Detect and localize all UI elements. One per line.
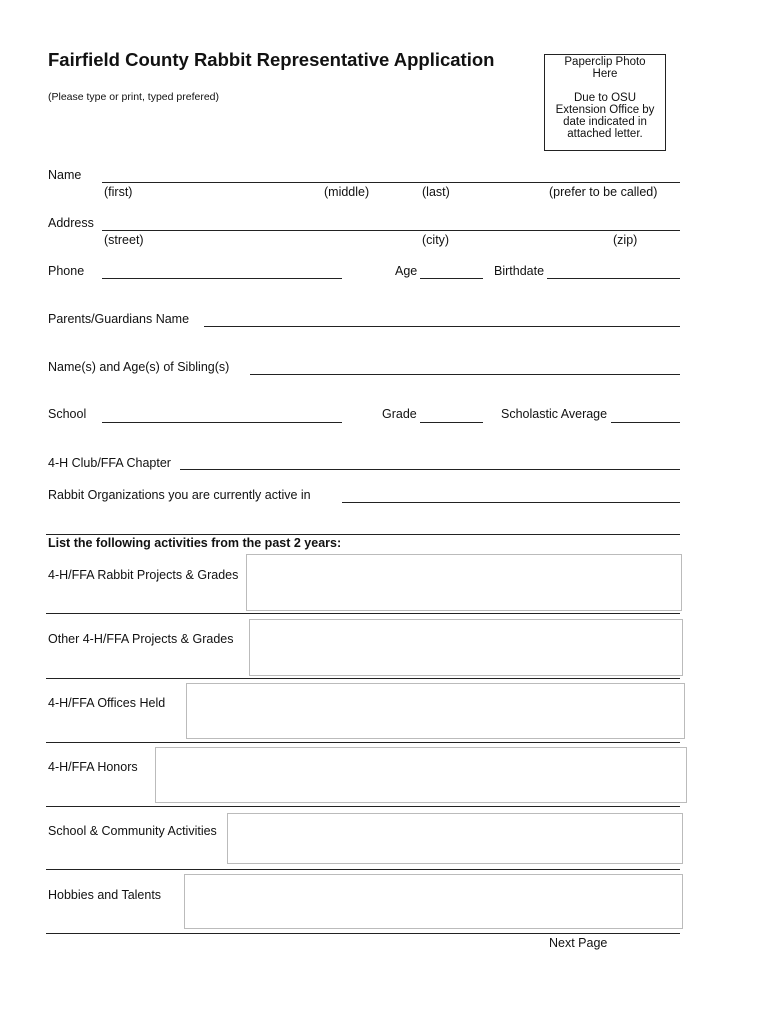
club-label: 4-H Club/FFA Chapter <box>48 456 171 470</box>
birthdate-field[interactable] <box>547 278 680 279</box>
section-divider <box>46 933 680 934</box>
club-field[interactable] <box>180 469 680 470</box>
address-city-caption: (city) <box>422 233 450 247</box>
address-label: Address <box>48 216 94 230</box>
address-field[interactable] <box>102 230 680 231</box>
activities-heading: List the following activities from the past 2 years: <box>48 536 342 550</box>
other-projects-label: Other 4-H/FFA Projects & Grades <box>48 632 234 646</box>
photo-box-line: date indicated in <box>563 116 647 128</box>
rabbit-orgs-field[interactable] <box>342 502 680 503</box>
name-middle-caption: (middle) <box>324 185 370 199</box>
school-label: School <box>48 407 87 421</box>
section-divider <box>46 742 680 743</box>
section-divider <box>46 806 680 807</box>
section-divider <box>46 678 680 679</box>
rabbit-projects-input[interactable] <box>246 554 682 611</box>
honors-input[interactable] <box>155 747 687 803</box>
rabbit-projects-label: 4-H/FFA Rabbit Projects & Grades <box>48 568 239 582</box>
school-community-label: School & Community Activities <box>48 824 217 838</box>
address-street-caption: (street) <box>104 233 144 247</box>
offices-input[interactable] <box>186 683 685 739</box>
photo-box-line: attached letter. <box>567 128 643 140</box>
rabbit-orgs-field-line2[interactable] <box>46 534 680 535</box>
parents-field[interactable] <box>204 326 680 327</box>
phone-label: Phone <box>48 264 85 278</box>
section-divider <box>46 613 680 614</box>
scholastic-label: Scholastic Average <box>501 407 608 421</box>
page-title: Fairfield County Rabbit Representative Application <box>48 49 495 70</box>
hobbies-input[interactable] <box>184 874 683 929</box>
photo-box-line: Paperclip Photo <box>564 56 646 68</box>
photo-box-line: Due to OSU <box>574 92 636 104</box>
page-subtitle: (Please type or print, typed prefered) <box>48 91 220 103</box>
name-field[interactable] <box>102 182 680 183</box>
siblings-label: Name(s) and Age(s) of Sibling(s) <box>48 360 230 374</box>
hobbies-label: Hobbies and Talents <box>48 888 162 902</box>
name-label: Name <box>48 168 82 182</box>
address-zip-caption: (zip) <box>613 233 638 247</box>
honors-label: 4-H/FFA Honors <box>48 760 138 774</box>
offices-label: 4-H/FFA Offices Held <box>48 696 166 710</box>
phone-field[interactable] <box>102 278 342 279</box>
other-projects-input[interactable] <box>249 619 683 676</box>
scholastic-field[interactable] <box>611 422 680 423</box>
photo-box-line: Here <box>592 68 618 80</box>
school-field[interactable] <box>102 422 342 423</box>
photo-box-line: Extension Office by <box>555 104 655 116</box>
grade-field[interactable] <box>420 422 483 423</box>
next-page-text: Next Page <box>549 936 608 950</box>
grade-label: Grade <box>382 407 417 421</box>
school-community-input[interactable] <box>227 813 683 864</box>
rabbit-orgs-label: Rabbit Organizations you are currently active in <box>48 488 311 502</box>
age-field[interactable] <box>420 278 483 279</box>
birthdate-label: Birthdate <box>494 264 545 278</box>
photo-box <box>544 54 666 151</box>
name-first-caption: (first) <box>104 185 133 199</box>
parents-label: Parents/Guardians Name <box>48 312 190 326</box>
section-divider <box>46 869 680 870</box>
age-label: Age <box>395 264 418 278</box>
name-prefer-caption: (prefer to be called) <box>549 185 658 199</box>
siblings-field[interactable] <box>250 374 680 375</box>
name-last-caption: (last) <box>422 185 450 199</box>
